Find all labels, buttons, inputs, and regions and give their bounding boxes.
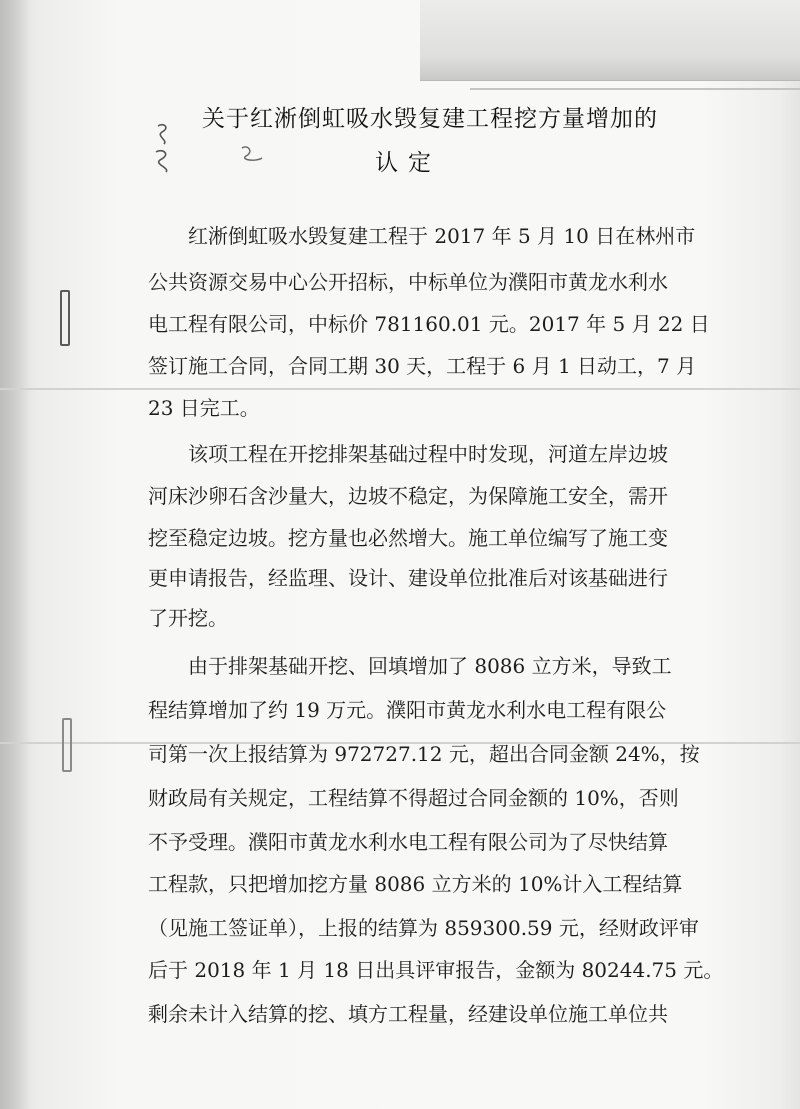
body-line: 财政局有关规定，工程结算不得超过合同金额的 10%，否则 bbox=[148, 786, 679, 810]
body-line: 不予受理。濮阳市黄龙水利水电工程有限公司为了尽快结算 bbox=[148, 830, 668, 854]
body-line: 剩余未计入结算的挖、填方工程量，经建设单位施工单位共 bbox=[148, 1002, 668, 1026]
fold-line bbox=[470, 88, 800, 90]
body-line: （见施工签证单），上报的结算为 859300.59 元，经财政评审 bbox=[148, 916, 699, 940]
staple-bottom bbox=[62, 718, 72, 772]
body-line: 签订施工合同，合同工期 30 天，工程于 6 月 1 日动工，7 月 bbox=[148, 354, 697, 378]
body-line: 后于 2018 年 1 月 18 日出具评审报告，金额为 80244.75 元。 bbox=[148, 958, 724, 982]
body-line: 河床沙卵石含沙量大，边坡不稳定，为保障施工安全，需开 bbox=[148, 484, 668, 508]
body-line: 公共资源交易中心公开招标，中标单位为濮阳市黄龙水利水 bbox=[148, 270, 668, 294]
body-line: 电工程有限公司，中标价 781160.01 元。2017 年 5 月 22 日 bbox=[148, 312, 710, 336]
body-line: 工程款，只把增加挖方量 8086 立方米的 10%计入工程结算 bbox=[148, 872, 683, 896]
staple-top bbox=[60, 290, 70, 346]
body-line: 司第一次上报结算为 972727.12 元，超出合同金额 24%，按 bbox=[148, 742, 700, 766]
body-line: 挖至稳定边坡。挖方量也必然增大。施工单位编写了施工变 bbox=[148, 526, 668, 550]
body-line: 由于排架基础开挖、回填增加了 8086 立方米，导致工 bbox=[188, 654, 672, 678]
body-line: 更申请报告，经监理、设计、建设单位批准后对该基础进行 bbox=[148, 566, 668, 590]
body-line: 程结算增加了约 19 万元。濮阳市黄龙水利水电工程有限公 bbox=[148, 698, 667, 722]
body-line: 23 日完工。 bbox=[148, 396, 260, 420]
folded-corner bbox=[420, 0, 800, 81]
document-title-line-2: 认定 bbox=[375, 150, 441, 176]
body-line: 红淅倒虹吸水毁复建工程于 2017 年 5 月 10 日在林州市 bbox=[188, 224, 696, 248]
body-line: 该项工程在开挖排架基础过程中时发现，河道左岸边坡 bbox=[188, 442, 668, 466]
body-line: 了开挖。 bbox=[148, 606, 228, 630]
document-title-line-1: 关于红淅倒虹吸水毁复建工程挖方量增加的 bbox=[202, 106, 658, 132]
